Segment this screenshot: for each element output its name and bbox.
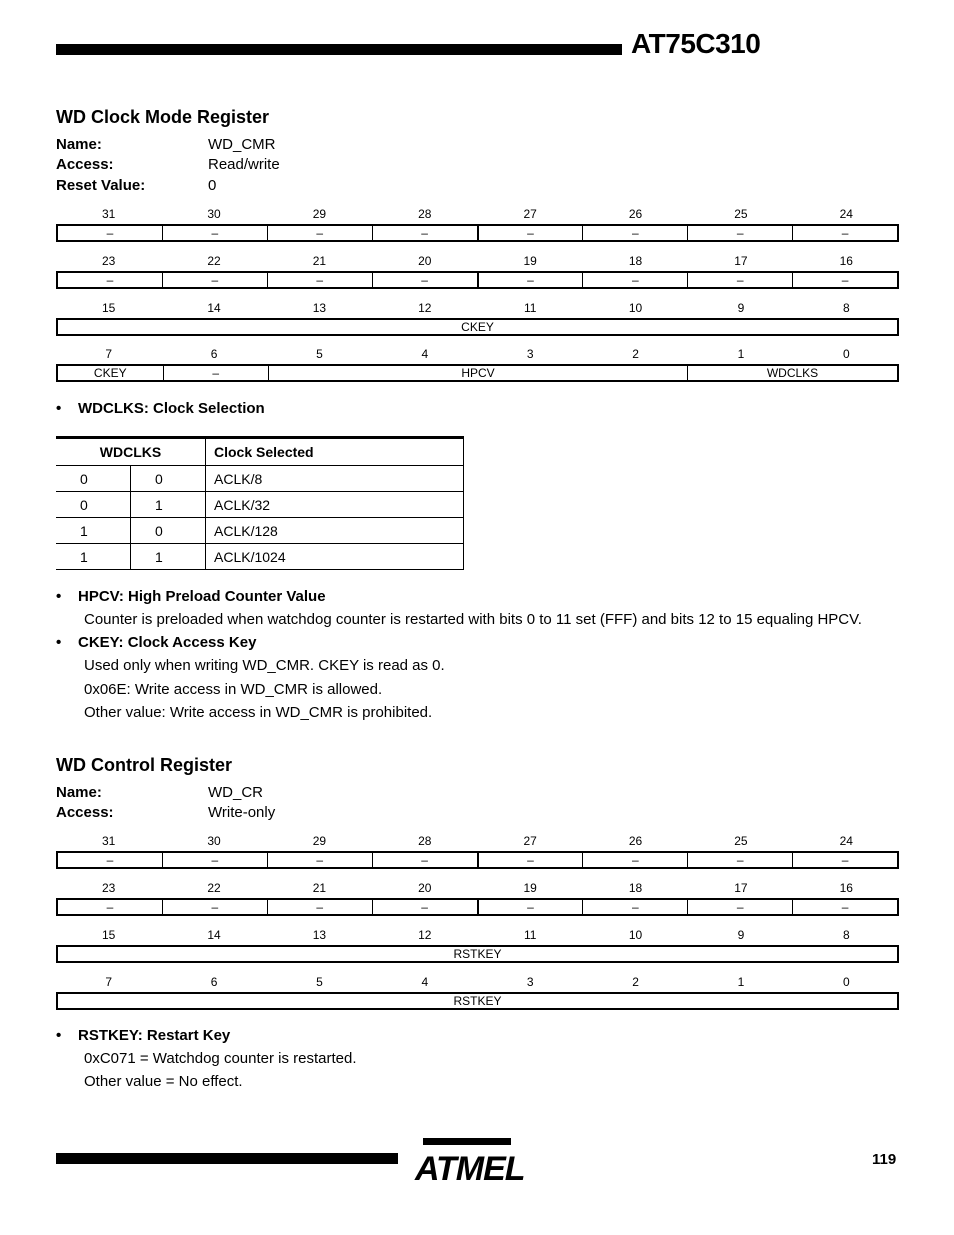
bit-number: 18 <box>628 254 643 268</box>
table-cell: 0 <box>56 466 131 492</box>
bit-number-row <box>56 254 899 268</box>
bit-number: 14 <box>207 301 221 315</box>
register-field-row <box>56 851 899 869</box>
table-cell: ACLK/32 <box>206 492 464 518</box>
bit-number: 12 <box>418 928 432 942</box>
bit-number: 24 <box>839 834 853 848</box>
register-field: – <box>792 273 897 287</box>
table-header-row <box>56 438 464 466</box>
register-field: – <box>372 900 477 914</box>
register-field: – <box>477 226 583 240</box>
table-cell: 1 <box>131 492 206 518</box>
bit-number: 6 <box>210 975 218 989</box>
reset-label: Reset Value: <box>56 177 146 194</box>
bit-number: 25 <box>734 207 748 221</box>
ckey-description-1: Used only when writing WD_CMR. CKEY is read as 0. <box>84 657 445 674</box>
bit-number: 26 <box>628 207 643 221</box>
bit-number: 31 <box>102 834 116 848</box>
table-cell: 0 <box>56 492 131 518</box>
header-rule <box>56 44 622 55</box>
bit-number: 27 <box>523 207 537 221</box>
register-field: – <box>372 853 477 867</box>
svg-text:ATMEL: ATMEL <box>415 1150 525 1188</box>
table-row <box>56 518 464 544</box>
register-field: – <box>106 273 114 287</box>
bit-number: 23 <box>102 254 116 268</box>
bit-number: 22 <box>207 254 221 268</box>
table-row <box>56 466 464 492</box>
register-field-row <box>56 945 899 963</box>
table-cell: 0 <box>131 466 206 492</box>
name-label: Name: <box>56 136 102 153</box>
bit-number: 5 <box>316 347 323 361</box>
bit-number-row <box>56 881 899 895</box>
bullet-ckey: • CKEY: Clock Access Key <box>56 634 257 651</box>
bit-number: 22 <box>207 881 221 895</box>
register-field: – <box>162 226 267 240</box>
page-number: 119 <box>872 1151 897 1168</box>
register-field: – <box>163 366 269 380</box>
bit-number: 0 <box>842 347 850 361</box>
bit-number: 11 <box>523 301 537 315</box>
bit-number: 16 <box>839 254 853 268</box>
bit-number: 3 <box>526 975 534 989</box>
register-field: – <box>582 900 687 914</box>
register-field: – <box>372 273 477 287</box>
bit-number: 13 <box>312 928 327 942</box>
bit-number: 12 <box>418 301 432 315</box>
ckey-description-3: Other value: Write access in WD_CMR is prohibited. <box>84 704 433 721</box>
bit-number: 8 <box>842 928 850 942</box>
ckey-description-2: 0x06E: Write access in WD_CMR is allowed. <box>84 681 383 698</box>
bullet-hpcv: • HPCV: High Preload Counter Value <box>56 588 326 605</box>
table-cell: ACLK/1024 <box>206 544 464 570</box>
table-cell: ACLK/8 <box>206 466 464 492</box>
register-field: – <box>267 273 372 287</box>
register-field: – <box>106 226 114 240</box>
section-heading-wd-cr: WD Control Register <box>56 755 233 775</box>
bit-number: 14 <box>207 928 221 942</box>
register-field: – <box>792 853 897 867</box>
register-field: RSTKEY <box>453 947 502 961</box>
register-field: WDCLKS <box>687 366 897 380</box>
bullet-wdclks: • WDCLKS: Clock Selection <box>56 400 265 417</box>
register-field: – <box>582 273 687 287</box>
register-field: – <box>106 900 114 914</box>
bit-number: 3 <box>526 347 534 361</box>
bit-number-row <box>56 347 899 361</box>
register-field-row <box>56 992 899 1010</box>
register-field: CKEY <box>93 366 127 380</box>
bit-number: 7 <box>105 975 113 989</box>
register-field: – <box>162 900 267 914</box>
bit-number: 0 <box>842 975 850 989</box>
document-title: AT75C310 <box>631 28 761 59</box>
bit-number: 20 <box>418 881 432 895</box>
access-value: Read/write <box>208 156 280 173</box>
section-heading-wd-cmr: WD Clock Mode Register <box>56 107 270 127</box>
bit-number: 21 <box>312 881 327 895</box>
table-cell: ACLK/128 <box>206 518 464 544</box>
register-field: – <box>477 853 583 867</box>
access-label: Access: <box>56 156 114 173</box>
register-field: – <box>477 273 583 287</box>
register-field: RSTKEY <box>453 994 502 1008</box>
table-header-clock-selected: Clock Selected <box>206 438 464 466</box>
bit-number: 29 <box>312 834 327 848</box>
bit-number: 8 <box>842 301 850 315</box>
bit-number: 24 <box>839 207 853 221</box>
name-value: WD_CMR <box>208 136 276 153</box>
register-field: – <box>267 226 372 240</box>
register-field: CKEY <box>461 320 494 334</box>
bit-number: 17 <box>734 881 748 895</box>
register-field-row <box>56 224 899 242</box>
register-field: – <box>687 853 792 867</box>
table-row <box>56 492 464 518</box>
bit-number: 20 <box>418 254 432 268</box>
bit-number: 13 <box>312 301 327 315</box>
atmel-logo <box>413 1136 525 1188</box>
table-cell: 0 <box>131 518 206 544</box>
bit-number: 28 <box>418 207 432 221</box>
register-field: – <box>687 273 792 287</box>
register-field: – <box>477 900 583 914</box>
register-field: – <box>687 900 792 914</box>
bit-number: 1 <box>737 347 745 361</box>
register-field: – <box>162 853 267 867</box>
register-field: – <box>106 853 114 867</box>
bit-number: 19 <box>523 881 537 895</box>
bullet-rstkey: • RSTKEY: Restart Key <box>56 1027 231 1044</box>
bit-number: 29 <box>312 207 327 221</box>
register-field: – <box>792 900 897 914</box>
access-value: Write-only <box>208 804 276 821</box>
table-cell: 1 <box>56 518 131 544</box>
bit-number-row <box>56 834 899 848</box>
access-label: Access: <box>56 804 114 821</box>
table-header-wdclks: WDCLKS <box>56 438 206 466</box>
bit-number: 27 <box>523 834 537 848</box>
bit-number-row <box>56 207 899 221</box>
bit-number: 31 <box>102 207 116 221</box>
bit-number: 25 <box>734 834 748 848</box>
bit-number-row <box>56 301 899 315</box>
bit-number: 23 <box>102 881 116 895</box>
register-field: – <box>582 226 687 240</box>
bit-number: 2 <box>632 975 639 989</box>
bit-number: 19 <box>523 254 537 268</box>
register-field: – <box>267 900 372 914</box>
bit-number: 15 <box>102 928 116 942</box>
name-value: WD_CR <box>208 784 263 801</box>
bit-number: 10 <box>628 928 643 942</box>
register-field: – <box>372 226 477 240</box>
bit-number: 1 <box>737 975 745 989</box>
bit-number: 9 <box>737 301 745 315</box>
table-row <box>56 544 464 570</box>
rstkey-description-1: 0xC071 = Watchdog counter is restarted. <box>84 1050 357 1067</box>
register-field: – <box>792 226 897 240</box>
table-cell: 1 <box>131 544 206 570</box>
bit-number-row <box>56 975 899 989</box>
bit-number: 10 <box>628 301 643 315</box>
bit-number: 15 <box>102 301 116 315</box>
bit-number: 11 <box>523 928 537 942</box>
bit-number: 28 <box>418 834 432 848</box>
bit-number: 7 <box>105 347 113 361</box>
register-field-row <box>56 898 899 916</box>
bit-number-row <box>56 928 899 942</box>
bit-number: 9 <box>737 928 745 942</box>
register-field: – <box>582 853 687 867</box>
bit-number: 26 <box>628 834 643 848</box>
rstkey-description-2: Other value = No effect. <box>84 1073 243 1090</box>
register-field: HPCV <box>268 366 687 380</box>
bit-number: 30 <box>207 207 221 221</box>
bit-number: 17 <box>734 254 748 268</box>
bit-number: 21 <box>312 254 327 268</box>
register-field-row <box>56 271 899 289</box>
wdclks-table <box>56 436 464 570</box>
register-field: – <box>267 853 372 867</box>
register-field: – <box>687 226 792 240</box>
reset-value: 0 <box>208 177 217 194</box>
bit-number: 5 <box>316 975 323 989</box>
footer-rule <box>56 1153 398 1164</box>
register-field: – <box>162 273 267 287</box>
hpcv-description: Counter is preloaded when watchdog counter is restarted with bits 0 to 11 set (FFF) and bits 12 to 15 equaling HPCV. <box>84 611 862 628</box>
register-field-row <box>56 364 899 382</box>
register-field-row <box>56 318 899 336</box>
bit-number: 4 <box>421 975 429 989</box>
bit-number: 2 <box>632 347 639 361</box>
table-cell: 1 <box>56 544 131 570</box>
bit-number: 30 <box>207 834 221 848</box>
bit-number: 4 <box>421 347 429 361</box>
bit-number: 6 <box>210 347 218 361</box>
name-label: Name: <box>56 784 102 801</box>
bit-number: 16 <box>839 881 853 895</box>
bit-number: 18 <box>628 881 643 895</box>
